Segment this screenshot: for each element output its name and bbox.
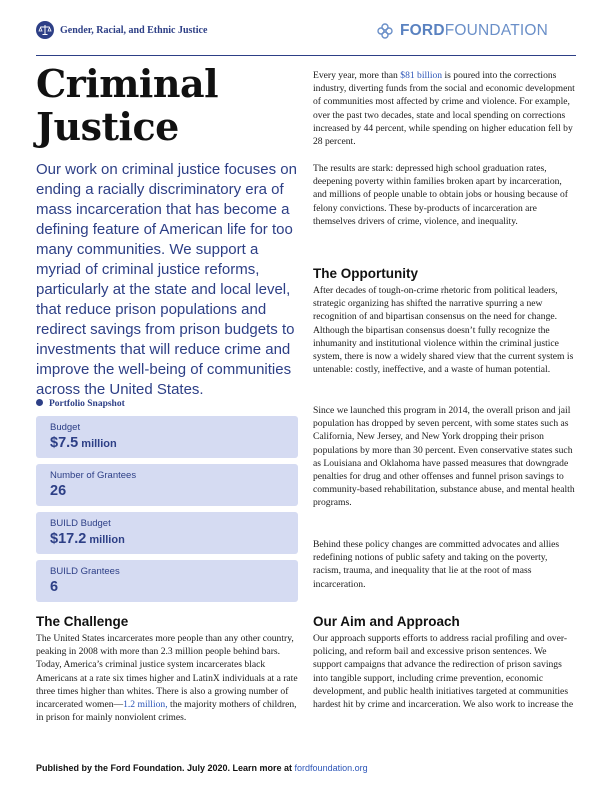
footer-link[interactable]: fordfoundation.org xyxy=(294,763,368,773)
stat-budget xyxy=(36,416,298,458)
intro-paragraph: Our work on criminal justice focuses on ending a racially discriminatory era of mass incarceration that has become a defining feature of American life for too many communities. We support a myriad of criminal justice reforms, particularly at the state and local level, that reduce prison populations and redirect savings from prison budgets to investments that will reduce crime and improve the well-being of communities across the United States. xyxy=(36,161,297,398)
stat-label: Budget xyxy=(50,422,81,433)
stat-label: BUILD Grantees xyxy=(50,566,120,577)
opportunity-heading: The Opportunity xyxy=(313,266,418,281)
scales-icon xyxy=(36,21,54,39)
challenge-heading: The Challenge xyxy=(36,614,129,629)
aim-heading: Our Aim and Approach xyxy=(313,614,460,629)
billion-link[interactable]: $81 billion xyxy=(400,70,443,81)
spending-paragraph: Every year, more than $81 billion is poured into the corrections industry, diverting funds from the social and economic development of communities most affected by crime and violence. For example, over the past two decades, state and local spending on corrections increased by 44 percent, while spending on higher education fell by 28 percent. xyxy=(313,70,575,148)
advocates-paragraph: Behind these policy changes are committed advocates and allies redefining notions of public safety and taking on the poverty, racism, trauma, and inequality that lie at the root of mass incarceration. xyxy=(313,539,560,590)
stat-label: BUILD Budget xyxy=(50,518,111,529)
stat-value: 26 xyxy=(50,483,67,499)
ford-foundation-logo xyxy=(376,20,576,42)
bullet-dot-icon xyxy=(36,399,43,406)
logo-wordmark: FORDFOUNDATION xyxy=(400,22,549,39)
portfolio-snapshot-label: Portfolio Snapshot xyxy=(36,399,125,409)
stat-build-grantees xyxy=(36,560,298,602)
stat-link[interactable]: 1.2 million, xyxy=(123,699,168,711)
title-line-1: Criminal xyxy=(36,61,219,106)
aim-paragraph: Our approach supports efforts to address racial profiling and over-policing, and reform bail and excessive prison sentences. We support campaigns that advance the redirection of prison savings into tangible support, including crime prevention, economic development, and public health initiatives targeted at communities hardest hit by crime and incarceration. We also work to increase the xyxy=(313,633,574,711)
stat-build-budget xyxy=(36,512,298,554)
stat-value: $7.5 million xyxy=(50,435,117,451)
opportunity-paragraph: After decades of tough-on-crime rhetoric from political leaders, strategic organizing has shifted the narrative spurring a new recognition of and bipartisan consensus on the need for change. Although the bipartisan consensus doesn’t fully recognize the inhumanity and institutional violence within the criminal justice system, there is now a widely shared view that the current system is untenable: costly, ineffective, and a waste of human potential. xyxy=(313,285,574,376)
challenge-paragraph: The United States incarcerates more people than any other country, peaking in 2008 with more than 2.3 million people behind bars. Today, America’s criminal justice system incarcerates black Americans at a rate six times higher and LatinX individuals at a rate three times higher than whites. There is also a growing number of incarcerated women—1.2 million, the majority mothers of children, in prison for mainly nonviolent crimes. xyxy=(36,633,298,724)
ford-foundation-logo-icon xyxy=(376,22,394,40)
page-title xyxy=(36,62,218,148)
progress-paragraph: Since we launched this program in 2014, the overall prison and jail population has dropped by seven percent, with some states such as California, New Jersey, and New York dropping their prison populations by more than 30 percent. Even conservative states such as Louisiana and Oklahoma have passed measures that downgrade penalties for drug and other offenses and funnel prison savings to community-based rehabilitation, substance abuse, and mental health programs. xyxy=(313,405,575,509)
stat-value: $17.2 million xyxy=(50,531,125,547)
stat-number-of-grantees xyxy=(36,464,298,506)
page-footer: Published by the Ford Foundation. July 2020. Learn more at fordfoundation.org xyxy=(36,763,368,773)
program-name: Gender, Racial, and Ethnic Justice xyxy=(60,25,208,36)
page-header xyxy=(36,18,576,56)
results-paragraph: The results are stark: depressed high school graduation rates, deepening poverty within families broken apart by incarceration, and millions of people unable to obtain jobs or housing because of felony convictions. These by-products of incarceration are themselves drivers of crime, violence, and inequality. xyxy=(313,163,568,227)
stat-value: 6 xyxy=(50,579,59,595)
title-line-2: Justice xyxy=(36,104,179,149)
stat-label: Number of Grantees xyxy=(50,470,137,481)
